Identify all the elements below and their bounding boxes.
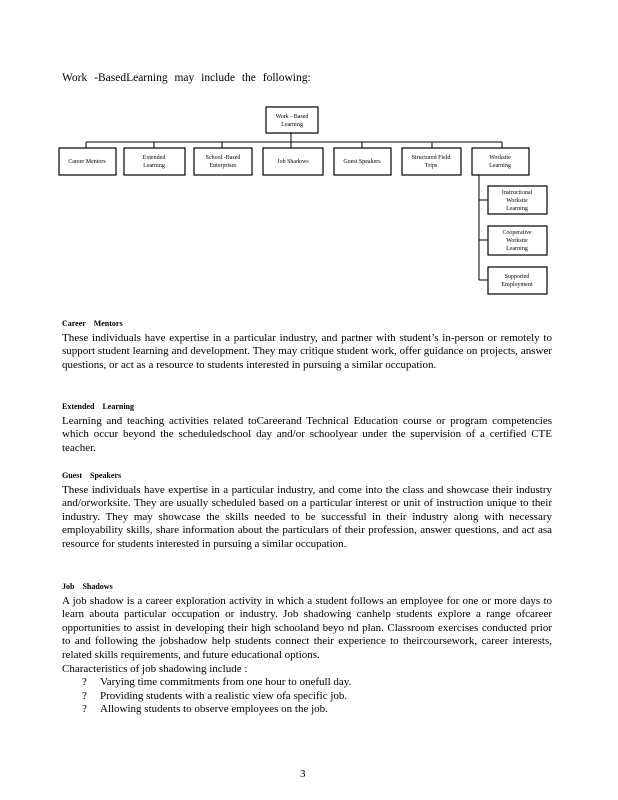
section-heading: Career Mentors [62, 319, 123, 328]
org-chart [0, 0, 618, 300]
chart-node-worksite-learning [472, 148, 529, 175]
chart-node-label: Worksite [506, 238, 528, 244]
chart-node-label: Learning [506, 246, 528, 252]
chart-node-label: Worksite [506, 198, 528, 204]
section-guest-speakers [62, 469, 552, 552]
chart-node-root-line-1: Work - Based [275, 114, 309, 120]
section-body: Learning and teaching activities related toCareerand Technical Education course or program competencies which occur beyond the scheduledschool day and/or schoolyear under the supervision of a certified CTE teacher. [62, 414, 552, 454]
list-item-text: Providing students with a realistic view ofa specific job. [100, 689, 348, 702]
list-item [62, 676, 552, 690]
chart-node-school-based-enterprises [194, 148, 252, 175]
section-body: A job shadow is a career exploration activity in which a student follows an employee for one or more days to learn abouta particular occupation or industry. Job shadowing canhelp students explore a range ofcareer opportunities to assist in developing their high schooland beyo nd plan. Classroom exercises conducted prior to and following the jobshadow help students connect their experience to theircoursework, career interests, related skills requirements, and future educational options. [62, 594, 552, 661]
chart-node-label: Worksite [489, 155, 511, 161]
characteristics-list [62, 676, 552, 717]
chart-node-label: Supported [504, 274, 530, 280]
section-heading: Guest Speakers [62, 471, 122, 480]
chart-node-label: Enterprises [209, 163, 237, 169]
chart-node-label: Learning [506, 206, 528, 212]
bullet-symbol: ? [82, 676, 87, 689]
section-career-mentors [62, 317, 552, 372]
list-item-text: Varying time commitments from one hour to onefull day. [100, 676, 352, 689]
chart-node-label: Extended [142, 155, 166, 161]
section-heading: Extended Learning [62, 402, 135, 411]
chart-node-label: Guest Speakers [343, 159, 381, 165]
chart-node-job-shadows [263, 148, 323, 175]
list-item-text: Allowing students to observe employees on the job. [100, 703, 328, 716]
list-item [62, 703, 552, 717]
section-extended-learning [62, 400, 552, 455]
chart-node-label: Career Mentors [68, 159, 106, 165]
chart-node-label: Structured Field [411, 155, 451, 161]
section-heading: Job Shadows [62, 582, 113, 591]
chart-node-label: Trips [424, 163, 438, 169]
chart-node-guest-speakers [334, 148, 391, 175]
chart-node-label: Learning [143, 163, 165, 169]
section-job-shadows [62, 580, 552, 717]
chart-node-label: Job Shadows [277, 159, 309, 165]
chart-node-instructional-worksite-learning [488, 186, 547, 214]
characteristics-label: Characteristics of job shadowing include : [62, 662, 248, 675]
chart-node-supported-employment [488, 267, 547, 294]
list-item [62, 690, 552, 704]
chart-node-label: School -Based [205, 155, 241, 161]
chart-node-label: Instructional [501, 190, 533, 196]
chart-node-root-line-2: Learning [281, 122, 303, 128]
chart-node-cooperative-worksite-learning [488, 226, 547, 255]
intro-line: Work -BasedLearning may include the following: [62, 72, 311, 84]
bullet-symbol: ? [82, 689, 87, 702]
chart-node-label: Cooperative [502, 230, 532, 236]
chart-node-career-mentors [59, 148, 116, 175]
chart-node-root [266, 107, 318, 133]
chart-node-label: Employment [501, 282, 533, 288]
page-number: 3 [300, 768, 306, 780]
section-body: These individuals have expertise in a particular industry, and partner with student’s in-person or remotely to support student learning and development. They may critique student work, offer guidance on projects, answer questions, or act as a resource to students interested in pursuing a similar occupation. [62, 331, 552, 371]
section-body: These individuals have expertise in a particular industry, and come into the class and showcase their industry and/orworksite. They are usually scheduled based on a particular interest or unit of instruction unique to their industry. They may showcase the skills needed to be successful in their industry along with necessary employability skills, share information about the particulars of their profession, answer questions, and act asa resource for students interested in pursuing a similar occupation. [62, 483, 552, 550]
chart-node-structured-field-trips [402, 148, 461, 175]
chart-node-label: Learning [489, 163, 511, 169]
bullet-symbol: ? [82, 703, 87, 716]
chart-node-extended-learning [124, 148, 185, 175]
